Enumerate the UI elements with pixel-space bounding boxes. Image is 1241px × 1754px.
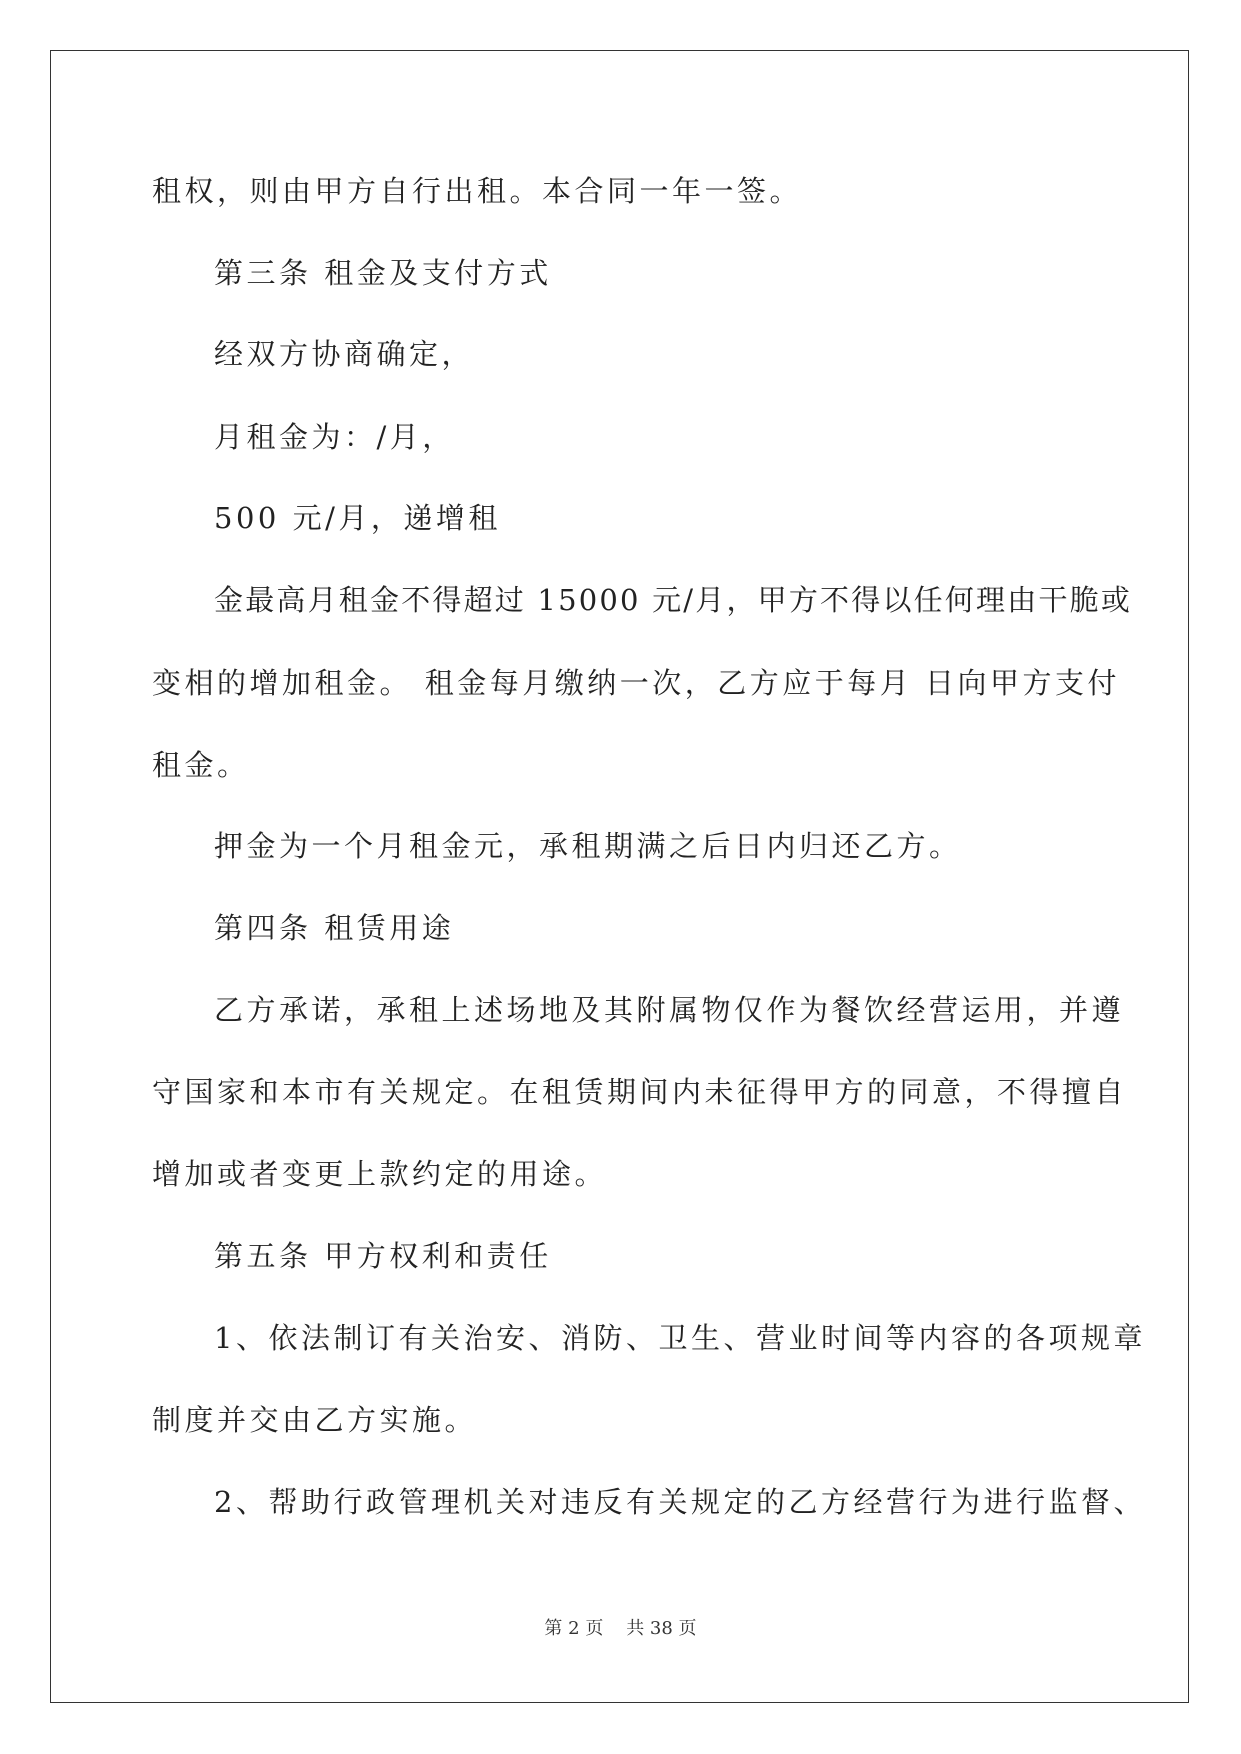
text-line: 租权，则由甲方自行出租。本合同一年一签。: [152, 174, 803, 208]
section-heading: 第五条 甲方权利和责任: [214, 1239, 552, 1273]
text-line: 金最高月租金不得超过 15000 元/月，甲方不得以任何理由干脆或: [214, 583, 1133, 617]
section-heading: 第三条 租金及支付方式: [214, 256, 552, 290]
text-line: 月租金为：/月，: [214, 420, 455, 454]
text-line: 1、依法制订有关治安、消防、卫生、营业时间等内容的各项规章: [214, 1321, 1146, 1355]
text-line: 制度并交由乙方实施。: [152, 1403, 478, 1437]
text-line: 增加或者变更上款约定的用途。: [152, 1157, 608, 1191]
text-line: 乙方承诺，承租上述场地及其附属物仅作为餐饮经营运用，并遵: [214, 993, 1125, 1027]
page-border: [50, 50, 1189, 1703]
section-heading: 第四条 租赁用途: [214, 911, 455, 945]
text-line: 2、帮助行政管理机关对违反有关规定的乙方经营行为进行监督、: [214, 1485, 1146, 1519]
text-line: 经双方协商确定，: [214, 337, 475, 371]
page-number: 第 2 页 共 38 页: [544, 1618, 697, 1639]
page-footer: [0, 1617, 1241, 1641]
text-line: 守国家和本市有关规定。在租赁期间内未征得甲方的同意，不得擅自: [152, 1075, 1128, 1109]
text-line: 变相的增加租金。 租金每月缴纳一次，乙方应于每月 日向甲方支付: [152, 666, 1120, 700]
text-line: 押金为一个月租金元，承租期满之后日内归还乙方。: [214, 829, 962, 863]
text-line: 500 元/月，递增租: [214, 501, 501, 535]
text-line: 租金。: [152, 748, 250, 782]
